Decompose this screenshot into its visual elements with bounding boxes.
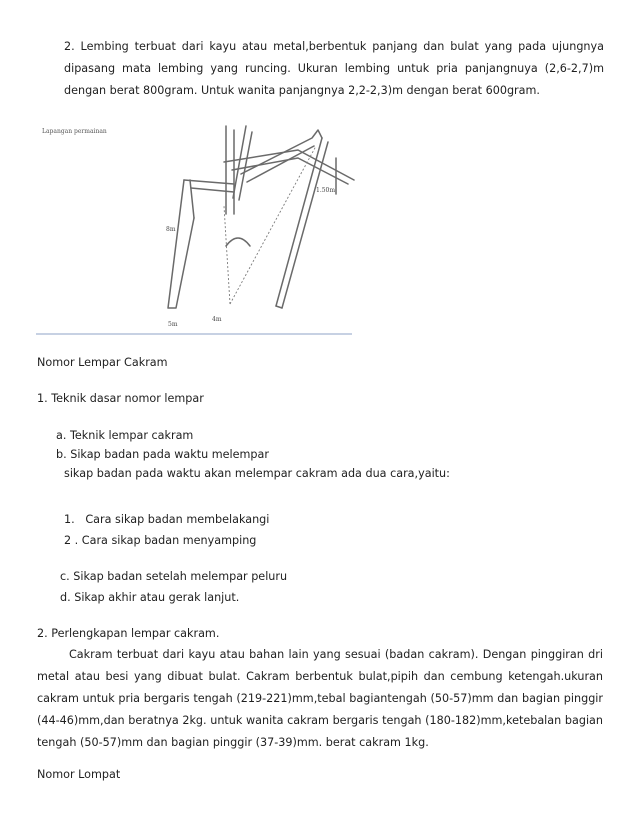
item-c: c. Sikap badan setelah melempar peluru xyxy=(60,570,288,583)
section2-line-2: metal atau besi yang dibuat bulat. Cakram berbentuk bulat,pipih dan cembung ketengah.ukuran xyxy=(37,670,603,683)
way-1: 1. Cara sikap badan membelakangi xyxy=(64,513,270,526)
section2-paragraph xyxy=(37,644,603,754)
label-inner: 4m xyxy=(212,316,222,323)
sector-base xyxy=(276,306,282,308)
section2-line-5: tengah (50-57)mm dan bagian pinggir (37-39)mm. berat cakram 1kg. xyxy=(37,736,429,749)
section2-title: 2. Perlengkapan lempar cakram. xyxy=(37,627,220,640)
section2-line-1: Cakram terbuat dari kayu atau bahan lain yang sesuai (badan cakram). Dengan pinggiran dri xyxy=(69,648,603,661)
javelin-line-1: 2. Lembing terbuat dari kayu atau metal,berbentuk panjang dan bulat yang pada ujungnya xyxy=(64,40,604,53)
javelin-field-diagram xyxy=(36,118,356,336)
item-b: b. Sikap badan pada waktu melempar xyxy=(56,448,269,461)
label-width-top: 1.50m xyxy=(316,187,336,194)
item-b-desc: sikap badan pada waktu akan melempar cakram ada dua cara,yaitu: xyxy=(64,467,450,480)
section1-title: 1. Teknik dasar nomor lempar xyxy=(37,392,204,405)
javelin-paragraph xyxy=(64,36,604,102)
jump-heading: Nomor Lompat xyxy=(37,768,121,781)
throwing-arc xyxy=(226,238,250,246)
way-2: 2 . Cara sikap badan menyamping xyxy=(64,534,257,547)
discus-heading: Nomor Lempar Cakram xyxy=(37,356,168,369)
label-bottom: 5m xyxy=(168,321,178,328)
section2-line-3: cakram untuk pria bergaris tengah (219-221)mm,tebal bagiantengah (50-57)mm dan bagian pinggir xyxy=(37,692,603,705)
sector-dashed-right xyxy=(230,146,316,304)
sector-left-edge-inner xyxy=(247,146,314,182)
label-length: 8m xyxy=(166,226,176,233)
runway-line-3 xyxy=(233,126,246,198)
section2-line-4: (44-46)mm,dan beratnya 2kg. untuk wanita cakram bergaris tengah (180-182)mm,ketebalan bagian xyxy=(37,714,603,727)
diagram-caption: Lapangan permainan xyxy=(42,128,107,135)
sector-dashed-left xyxy=(224,206,230,304)
javelin-line-3: dengan berat 800gram. Untuk wanita panjangnya 2,2-2,3)m dengan berat 600gram. xyxy=(64,84,540,97)
field-outline-left-inner xyxy=(190,180,194,218)
item-d: d. Sikap akhir atau gerak lanjut. xyxy=(60,591,240,604)
javelin-line-2: dipasang mata lembing yang runcing. Ukuran lembing untuk pria panjangnuya (2,6-2,7)m xyxy=(64,62,604,75)
item-a: a. Teknik lempar cakram xyxy=(56,429,194,442)
field-outline-left xyxy=(168,180,194,308)
field-crossbar-lower xyxy=(191,188,234,192)
